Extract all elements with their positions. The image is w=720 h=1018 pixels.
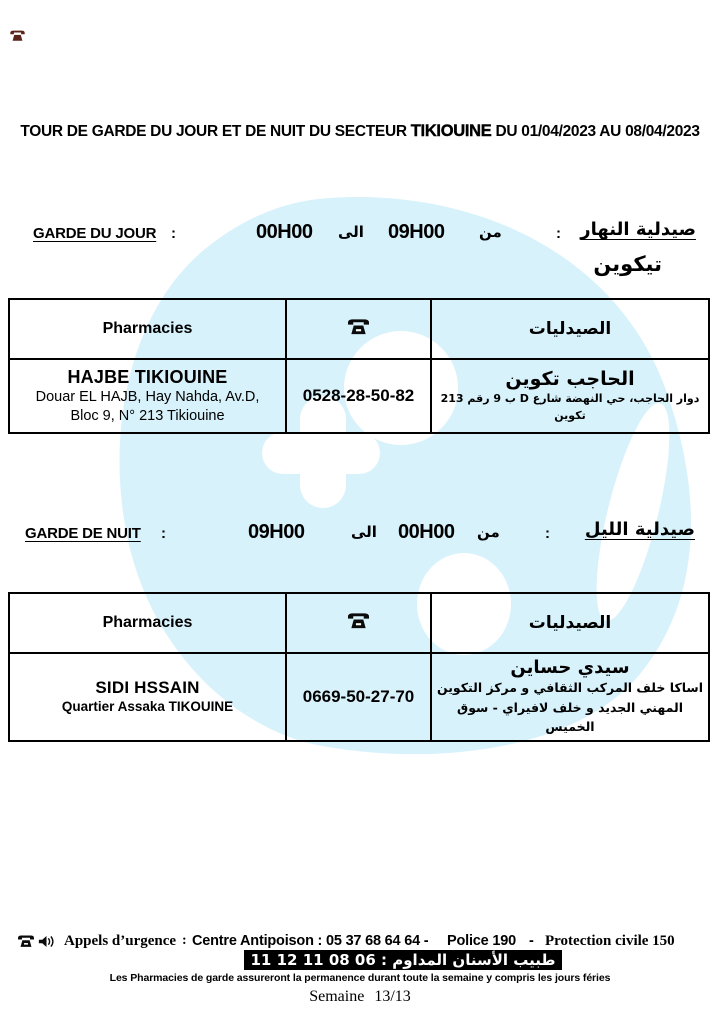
permanence-note: Les Pharmacies de garde assureront la permanence durant toute la semaine y compris les jours féries xyxy=(109,972,611,984)
day-time-left: 00H00 xyxy=(256,221,313,243)
table-header-row xyxy=(9,593,709,653)
day-time-right: 09H00 xyxy=(388,221,445,243)
day-word-to: الى xyxy=(338,223,364,241)
pharmacy-phone: 0669-50-27-70 xyxy=(286,653,431,741)
police-number: Police 190 xyxy=(447,933,516,949)
telephone-icon xyxy=(16,933,36,949)
header-pharmacies-ar: الصيدليات xyxy=(431,299,709,359)
night-word-from: من xyxy=(477,523,500,541)
telephone-icon xyxy=(286,299,431,359)
antipoison-number: Centre Antipoison : 05 37 68 64 64 - xyxy=(192,933,429,949)
night-guard-label-fr: GARDE DE NUIT xyxy=(25,525,141,542)
pharmacy-address-ar: المهني الجديد و خلف لافيراي - سوق الخميس xyxy=(457,699,683,735)
header-pharmacies: Pharmacies xyxy=(9,299,286,359)
day-colon-left: : xyxy=(171,225,176,242)
day-word-from: من xyxy=(479,223,502,241)
week-indicator xyxy=(0,988,720,1006)
pharmacy-name-ar: الحاجب تكوين xyxy=(505,367,635,390)
pharmacy-name: SIDI HSSAIN xyxy=(95,678,200,698)
separator-dash: - xyxy=(529,933,534,949)
title-suffix: DU 01/04/2023 AU 08/04/2023 xyxy=(495,123,700,140)
day-pharmacy-table xyxy=(8,298,710,434)
telephone-icon xyxy=(286,593,431,653)
emergency-label: Appels d’urgence xyxy=(64,933,177,949)
day-guard-label-ar: صيدلية النهار xyxy=(580,219,696,240)
speaker-icon xyxy=(38,934,55,949)
night-pharmacy-table xyxy=(8,592,710,742)
pharmacy-info-fr xyxy=(9,359,286,433)
emergency-icons xyxy=(16,933,55,954)
day-colon-right: : xyxy=(556,225,561,242)
day-guard-label-fr: GARDE DU JOUR xyxy=(33,225,157,242)
week-label: Semaine xyxy=(309,988,365,1005)
pharmacy-address-line: Quartier Assaka TIKOUINE xyxy=(61,699,234,715)
sector-name-ar: تيكوين xyxy=(593,252,662,276)
night-colon-left: : xyxy=(161,525,166,542)
phone-icon xyxy=(9,28,26,48)
dentist-on-call-bar: طبيب الأسنان المداوم : 06 08 11 12 11 xyxy=(244,950,562,970)
week-value: 13/13 xyxy=(374,988,411,1005)
night-guard-label-ar: صيدلية الليل xyxy=(584,519,695,540)
title-prefix: TOUR DE GARDE DU JOUR ET DE NUIT DU SECTEUR xyxy=(20,123,407,140)
table-row xyxy=(9,653,709,741)
pharmacy-address-line: Douar EL HAJB, Hay Nahda, Av.D, xyxy=(35,388,260,405)
pharmacy-info-fr xyxy=(9,653,286,741)
night-word-to: الى xyxy=(351,523,377,541)
day-guard-line xyxy=(0,221,720,253)
table-row xyxy=(9,359,709,433)
pharmacy-info-ar xyxy=(431,359,709,433)
night-colon-right: : xyxy=(545,525,550,542)
pharmacy-name: HAJBE TIKIOUINE xyxy=(67,366,228,387)
pharmacy-phone: 0528-28-50-82 xyxy=(286,359,431,433)
page-title xyxy=(0,122,720,141)
night-guard-line xyxy=(0,521,720,553)
emergency-colon: : xyxy=(182,933,187,948)
header-pharmacies-ar: الصيدليات xyxy=(431,593,709,653)
pharmacy-address-ar: دوار الحاجب، حي النهضة شارع D ب 9 رقم 213 تكوين xyxy=(440,391,700,422)
pharmacy-info-ar xyxy=(431,653,709,741)
pharmacy-name-ar: سيدي حساين xyxy=(510,657,630,679)
title-sector: TIKIOUINE xyxy=(410,122,492,140)
night-time-left: 09H00 xyxy=(248,521,305,543)
protection-civile-number: Protection civile 150 xyxy=(545,933,675,949)
night-time-right: 00H00 xyxy=(398,521,455,543)
table-header-row xyxy=(9,299,709,359)
pharmacy-address-line: Bloc 9, N° 213 Tikiouine xyxy=(70,407,225,424)
pharmacy-address-ar: اساكا خلف المركب الثقافي و مركز التكوين xyxy=(436,680,704,696)
header-pharmacies: Pharmacies xyxy=(9,593,286,653)
